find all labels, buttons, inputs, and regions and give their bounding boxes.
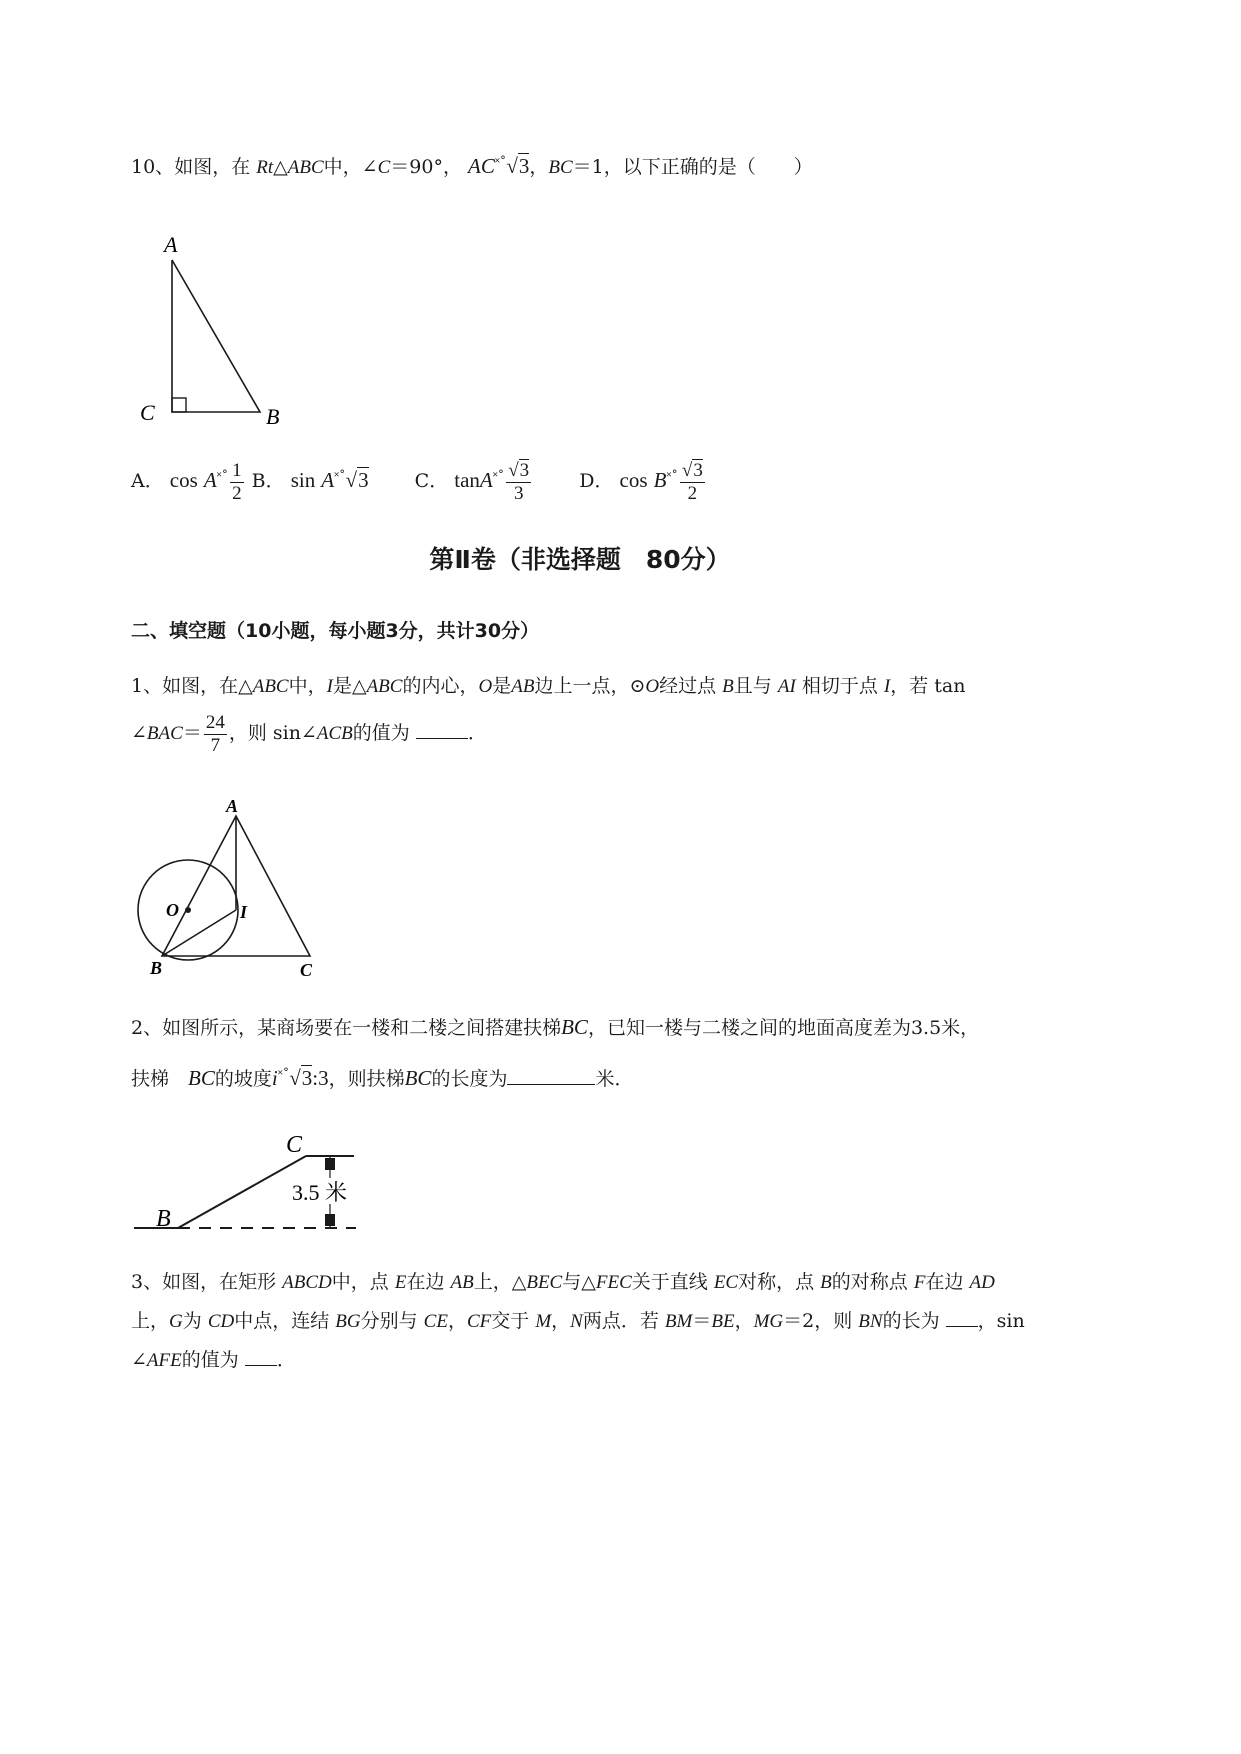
q1-text: 是 [492,675,512,697]
q3-text: 的值为 [181,1349,239,1371]
q1-acb: ACB [316,723,353,744]
q10-rt: Rt [256,157,274,178]
q3-number: 3、 [131,1271,163,1293]
q10-triangle-symbol: △ [273,156,288,178]
fraction-numerator: 1 [232,459,242,481]
q3-cf: CF [466,1311,492,1332]
option-d[interactable] [579,459,707,504]
option-b[interactable] [252,470,375,492]
q1-text: 是△ [332,675,367,697]
escalator-bc [178,1156,306,1228]
q10-sqrt3: √3 [506,154,530,178]
q3-bm: BM [664,1311,693,1332]
q3-text: ， [551,1310,571,1332]
q1-text: 的内心， [402,675,479,697]
q2-text: 的坡度 [214,1068,272,1090]
q2-mark: ˟˚ [277,1068,290,1083]
option-b-var: A [321,468,335,492]
q10-options [131,454,707,505]
option-c-var: A [479,468,493,492]
q3-text: 关于直线 [631,1271,708,1293]
q2-line-1 [131,1013,979,1042]
q3-n: N [570,1311,583,1332]
q2-text: 扶梯 [131,1068,170,1090]
q3-text: 中点，连结 [234,1310,330,1332]
option-c[interactable] [414,459,540,504]
q1-line-2 [131,710,487,757]
q1-bac: BAC [146,723,183,744]
option-a-var: A [203,468,217,492]
q1-ab: AB [511,676,535,697]
q1-abc: ABC [366,676,403,697]
option-c-radicand: 3 [519,459,530,481]
q1-answer-blank[interactable] [416,720,468,739]
q10-number: 10、 [131,156,175,178]
q1-text: 相切于点 [801,675,878,697]
q3-fec: FEC [595,1272,632,1293]
fraction-denominator: 2 [687,482,698,504]
q3-text: ，sin [977,1310,1025,1332]
option-a-mark: ˟˚ [216,470,229,485]
option-a-func: cos [169,468,198,492]
q1-fraction [204,712,227,757]
q3-text: 与△ [562,1271,596,1293]
q3-bec: BEC [526,1272,563,1293]
q10-text: 中，∠ [323,156,378,178]
right-angle-mark [172,398,186,412]
section-subtitle: 二、填空题（10小题，每小题3分，共计30分） [131,620,540,642]
q3-f: F [913,1272,926,1293]
q3-text: 分别与 [360,1310,418,1332]
q3-text: 交于 [491,1310,530,1332]
dimension-arrow-top [325,1158,335,1170]
fraction-denominator: 3 [513,482,524,504]
q3-text: 的对称点 [831,1271,908,1293]
fraction-denominator: 2 [232,482,242,504]
q2-text: 的长度为 [431,1068,508,1090]
option-c-func: tan [454,468,480,492]
q1-text: 中， [288,675,327,697]
q3-text: ． [276,1349,296,1371]
q2-ratio: :3 [312,1066,329,1090]
option-d-var: B [653,468,667,492]
q1-number: 1、 [131,675,163,697]
q2-number: 2、 [131,1017,163,1039]
q3-bn: BN [858,1311,883,1332]
q3-e: E [394,1272,407,1293]
option-b-label: B． [251,470,285,492]
q10-text: ， [529,156,549,178]
q10-bc: BC [548,157,573,178]
q1-text: 且与 [733,675,772,697]
q2-answer-blank[interactable] [507,1066,595,1085]
q3-text: ， [447,1310,467,1332]
q10-equation-mark: ˟˚ [494,156,507,171]
fraction-denominator: 7 [210,734,221,756]
q3-text: 上， [131,1310,170,1332]
q3-text: ， [734,1310,754,1332]
option-d-label: D． [579,470,614,492]
option-d-mark: ˟˚ [666,470,678,485]
q2-text: ，则扶梯 [328,1068,405,1090]
vertex-label-c: C [140,400,155,425]
option-a-fraction [230,460,244,505]
q10-ac: AC [468,154,495,178]
option-a[interactable] [131,459,252,504]
q10-text: ＝1，以下正确的是（ ） [572,156,813,178]
q1-text: 的值为 [352,722,410,744]
angle-symbol: ∠ [131,722,147,744]
label-b: B [150,958,163,978]
q1-text: 经过点 [659,675,717,697]
fraction-numerator: √3 [681,459,703,481]
q1-text: 边上一点，⊙ [534,675,646,697]
q3-text: 对称，点 [738,1271,815,1293]
option-b-mark: ˟˚ [334,470,346,485]
q3-answer-blank-2[interactable] [245,1347,277,1366]
option-a-label: A． [131,470,164,492]
label-c: C [300,960,313,980]
q10-abc: ABC [287,157,324,178]
q3-ad: AD [969,1272,995,1293]
q3-mg: MG [753,1311,784,1332]
q2-text: 米． [595,1068,634,1090]
q1-ai: AI [777,676,796,697]
q3-answer-blank-1[interactable] [946,1308,978,1327]
option-d-fraction [680,460,705,505]
q3-text: 两点．若 [582,1310,659,1332]
section-title: 第Ⅱ卷（非选择题 80分） [429,545,731,574]
q2-line-2 [131,1062,633,1093]
fraction-numerator: √3 [508,459,530,481]
option-d-radicand: 3 [693,459,703,481]
q1-line-1 [131,672,965,701]
dimension-arrow-bottom [325,1214,335,1226]
q2-escalator-figure [130,1126,370,1234]
option-b-func: sin [290,468,316,492]
q3-text: 在边 [925,1271,964,1293]
label-c: C [286,1132,303,1158]
q1-i: I [883,676,891,697]
vertex-label-a: A [164,232,178,257]
q3-text: 的长为 [882,1310,940,1332]
q2-bc: BC [188,1066,215,1090]
q2-bc: BC [404,1066,432,1090]
q2-bc: BC [561,1015,588,1039]
q10-radicand: 3 [518,154,530,178]
q3-b: B [820,1272,832,1293]
angle-symbol: ∠ [131,1349,147,1371]
q3-m: M [535,1311,552,1332]
q3-ab: AB [450,1272,474,1293]
q10-text: 如图，在 [174,156,251,178]
q10-right-triangle-figure [130,228,300,433]
q1-text: ，则 sin∠ [228,722,317,744]
height-label: 3.5 米 [292,1180,348,1205]
q3-afe: AFE [146,1350,182,1371]
q1-equals: ＝ [182,722,202,744]
q3-cd: CD [207,1311,235,1332]
q2-i: i [271,1066,278,1090]
q1-o: O [645,676,660,697]
q3-text: ＝2，则 [783,1310,853,1332]
triangle-abc-outline [172,260,260,412]
q1-i: I [326,676,333,697]
q2-sqrt: √3 [289,1066,313,1090]
q1-text: ，若 tan [890,675,966,697]
fraction-numerator: 24 [205,711,225,733]
q2-radicand: 3 [301,1066,313,1090]
option-b-radicand: 3 [358,468,369,492]
q10-c: C [377,157,391,178]
option-d-func: cos [619,468,648,492]
q3-line-3 [131,1346,296,1375]
q3-line-2 [131,1307,1025,1336]
q3-text: 在边 [406,1271,445,1293]
q2-text: ，已知一楼与二楼之间的地面高度差为3.5米， [587,1017,980,1039]
q1-o: O [478,676,493,697]
q3-text: 如图，在矩形 [162,1271,277,1293]
q3-text: 上，△ [473,1271,527,1293]
q1-b: B [722,676,734,697]
q1-text: ． [467,722,487,744]
q3-ce: CE [423,1311,448,1332]
label-a: A [226,796,239,816]
q3-text: 为 [182,1310,202,1332]
q3-be: BE [711,1311,735,1332]
q3-g: G [169,1311,183,1332]
q1-abc: ABC [252,676,289,697]
q1-circle-triangle-figure [128,790,328,980]
q10-text: ＝90°， [390,156,462,178]
q3-text: ＝ [692,1310,712,1332]
q3-line-1 [131,1268,995,1297]
option-c-label: C． [414,470,449,492]
q2-text: 如图所示，某商场要在一楼和二楼之间搭建扶梯 [162,1017,562,1039]
label-i: I [240,902,248,922]
option-c-fraction [506,460,531,505]
option-b-sqrt: √3 [345,468,369,492]
q1-text: 如图，在△ [162,675,253,697]
q3-abcd: ABCD [282,1272,332,1293]
center-point-o [185,907,191,913]
option-c-mark: ˟˚ [492,470,505,485]
label-b: B [156,1206,171,1232]
q3-ec: EC [713,1272,739,1293]
q3-bg: BG [335,1311,361,1332]
vertex-label-b: B [266,404,280,429]
q3-text: 中，点 [331,1271,389,1293]
q10-stem [131,150,813,182]
label-o: O [166,900,179,920]
